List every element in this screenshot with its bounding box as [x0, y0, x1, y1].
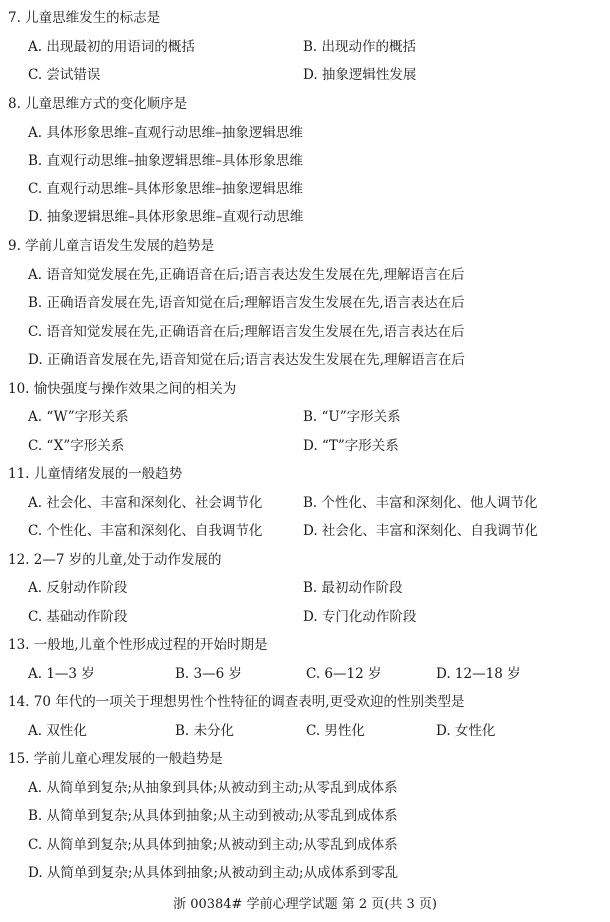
question-13-option-a: A. 1—3 岁: [28, 666, 95, 682]
question-12-option-a: A. 反射动作阶段: [28, 580, 128, 596]
question-10-option-d: D. “T”字形关系: [303, 438, 399, 454]
question-10-option-c: C. “X”字形关系: [28, 438, 125, 454]
question-7-option-d: D. 抽象逻辑性发展: [303, 67, 417, 83]
question-13-option-d: D. 12—18 岁: [436, 666, 521, 682]
question-10-option-a: A. “W”字形关系: [28, 409, 129, 425]
question-14-option-a: A. 双性化: [28, 723, 87, 739]
question-7-option-c: C. 尝试错误: [28, 67, 101, 83]
question-7-option-a: A. 出现最初的用语词的概括: [28, 39, 195, 55]
question-7-stem: 7. 儿童思维发生的标志是: [8, 10, 161, 26]
question-15-option-a: A. 从简单到复杂;从抽象到具体;从被动到主动;从零乱到成体系: [28, 780, 398, 796]
question-10-stem: 10. 愉快强度与操作效果之间的相关为: [8, 381, 237, 397]
question-11-option-b: B. 个性化、丰富和深刻化、他人调节化: [303, 495, 538, 511]
question-13-stem: 13. 一般地,儿童个性形成过程的开始时期是: [8, 637, 268, 653]
question-14-stem: 14. 70 年代的一项关于理想男性个性特征的调查表明,更受欢迎的性别类型是: [8, 694, 465, 710]
question-8-option-d: D. 抽象逻辑思维–具体形象思维–直观行动思维: [28, 209, 304, 225]
question-9-option-d: D. 正确语音发展在先,语音知觉在后;语言表达发生发展在先,理解语言在后: [28, 352, 466, 368]
question-12-option-b: B. 最初动作阶段: [303, 580, 403, 596]
question-14-option-b: B. 未分化: [175, 723, 235, 739]
question-9-option-b: B. 正确语音发展在先,语音知觉在后;理解语言发生发展在先,语言表达在后: [28, 295, 465, 311]
question-9-option-a: A. 语音知觉发展在先,正确语音在后;语言表达发生发展在先,理解语言在后: [28, 267, 465, 283]
question-13-option-b: B. 3—6 岁: [175, 666, 242, 682]
question-7-option-b: B. 出现动作的概括: [303, 39, 417, 55]
question-12-option-c: C. 基础动作阶段: [28, 609, 128, 625]
question-15-option-c: C. 从简单到复杂;从具体到抽象;从被动到主动;从零乱到成体系: [28, 837, 398, 853]
question-15-option-b: B. 从简单到复杂;从具体到抽象;从主动到被动;从零乱到成体系: [28, 808, 398, 824]
question-15-stem: 15. 学前儿童心理发展的一般趋势是: [8, 751, 223, 767]
question-11-option-d: D. 社会化、丰富和深刻化、自我调节化: [303, 523, 538, 539]
question-8-option-c: C. 直观行动思维–具体形象思维–抽象逻辑思维: [28, 181, 303, 197]
question-11-option-a: A. 社会化、丰富和深刻化、社会调节化: [28, 495, 263, 511]
question-11-option-c: C. 个性化、丰富和深刻化、自我调节化: [28, 523, 263, 539]
question-8-option-a: A. 具体形象思维–直观行动思维–抽象逻辑思维: [28, 125, 303, 141]
question-10-option-b: B. “U”字形关系: [303, 409, 401, 425]
question-9-option-c: C. 语音知觉发展在先,正确语音在后;理解语言发生发展在先,语言表达在后: [28, 324, 465, 340]
question-8-stem: 8. 儿童思维方式的变化顺序是: [8, 96, 188, 112]
question-14-option-d: D. 女性化: [436, 723, 496, 739]
question-15-option-d: D. 从简单到复杂;从具体到抽象;从被动到主动;从成体系到零乱: [28, 865, 399, 881]
question-9-stem: 9. 学前儿童言语发生发展的趋势是: [8, 238, 215, 254]
question-12-stem: 12. 2—7 岁的儿童,处于动作发展的: [8, 552, 222, 568]
question-8-option-b: B. 直观行动思维–抽象逻辑思维–具体形象思维: [28, 153, 304, 169]
question-11-stem: 11. 儿童情绪发展的一般趋势: [8, 466, 183, 482]
question-13-option-c: C. 6—12 岁: [306, 666, 382, 682]
page-footer: 浙 00384# 学前心理学试题 第 2 页(共 3 页): [173, 897, 437, 912]
question-12-option-d: D. 专门化动作阶段: [303, 609, 417, 625]
question-14-option-c: C. 男性化: [306, 723, 365, 739]
